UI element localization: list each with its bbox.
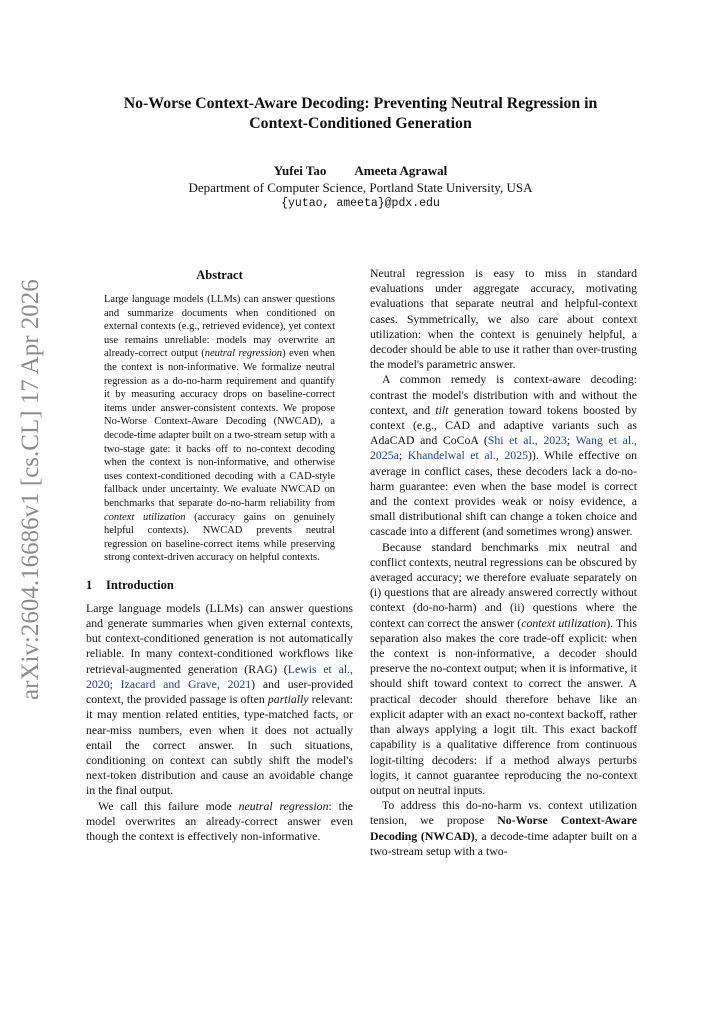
citation-link[interactable]: Khandelwal et al., 2025 <box>407 448 528 463</box>
abstract-heading: Abstract <box>196 268 243 282</box>
intro-paragraph-2: We call this failure mode neutral regression: the model overwrites an already-correct answer even though the context is effectively non-informative. <box>86 798 353 843</box>
citation-link[interactable]: Shi et al., 2023 <box>487 433 567 448</box>
author-block <box>80 163 641 213</box>
abstract-em-neutral-regression: neutral regression <box>204 348 283 360</box>
section-title: Introduction <box>106 577 174 592</box>
right-paragraph-4: To address this do-no-harm vs. context utilization tension, we propose No-Worse Context-Aware Decoding (NWCAD), a decode-time adapter built on a two-stream setup with a two- <box>370 798 638 858</box>
citation-link[interactable]: Lewis et al., 2020; Izacard and Grave, 2021 <box>86 661 354 691</box>
section-number: 1 <box>86 577 93 592</box>
abstract-text: Large language models (LLMs) can answer questions and summarize documents when conditioned on external contexts (e.g., retrieved evidence), yet context use remains unreliable: models may overwrite an already-correct output (neutral regression) even when the context is non-informative. We formalize neutral regression as a do-no-harm requirement and quantify it by measuring accuracy drops on baseline-correct items under answer-consistent contexts. We propose No-Worse Context-Aware Decoding (NWCAD), a decode-time adapter built on a two-stream setup with a two-stage gate: it backs off to no-context decoding when the context is non-informative, and otherwise uses context-conditioned decoding with a CAD-style fallback under uncertainty. We evaluate NWCAD on benchmarks that separate do-no-harm reliability from context utilization (accuracy gains on genuinely helpful contexts). NWCAD prevents neutral regression on baseline-correct items while preserving strong context-driven accuracy on helpful contexts. <box>104 294 336 564</box>
affiliation: Department of Computer Science, Portland State University, USA <box>188 179 533 195</box>
author-2: Ameeta Agrawal <box>354 163 448 178</box>
right-paragraph-3: Because standard benchmarks mix neutral and conflict contexts, neutral regressions can be obscured by averaged accuracy; we therefore evaluate separately on (i) questions that are already answered correctly without context (do-no-harm) and (ii) questions where the context can correct the answer (context utilization). This separation also makes the core trade-off explicit: when the context is non-informative, a decoder should preserve the no-context output; when it is informative, it should shift toward context to correct the answer. A practical decoder should therefore behave like an explicit adapter with an exact no-context backoff, rather than always applying a logit tilt. This exact backoff capability is a qualitative difference from continuous logit-tilting decoders: if a method always perturbs logits, it cannot guarantee reproducing the no-context output on neutral inputs. <box>370 539 637 797</box>
section-heading-introduction <box>86 578 353 593</box>
right-paragraph-2: A common remedy is context-aware decoding: contrast the model's distribution with and without the context, and tilt generation toward tokens boosted by context (e.g., CAD and adaptive variants such as AdaCAD and CoCoA (Shi et al., 2023; Wang et al., 2025a; Khandelwal et al., 2025)). While effective on average in conflict cases, these decoders lack a do-no-harm guarantee: even when the base model is correct and the context provides weak or noisy evidence, a small distributional shift can change a token choice and cascade into a different (and sometimes wrong) answer. <box>370 372 638 539</box>
author-names <box>80 163 641 180</box>
paper-title <box>80 94 641 134</box>
citation-link[interactable]: Wang et al., 2025a <box>370 433 637 463</box>
left-column <box>86 268 353 844</box>
right-paragraph-1: Neutral regression is easy to miss in standard evaluations under aggregate accuracy, motivating evaluations that separate neutral and helpful-context cases. Symmetrically, we also care about context utilization: when the context is genuinely helpful, a decoder should be able to use it rather than over-trusting the model's parametric answer. <box>370 266 637 372</box>
arxiv-stamp: arXiv:2604.16686v1 [cs.CL] 17 Apr 2026 <box>17 279 44 700</box>
right-column <box>370 266 637 859</box>
title-line-2: Context-Conditioned Generation <box>249 115 472 132</box>
author-1: Yufei Tao <box>273 163 327 178</box>
intro-paragraph-1: Large language models (LLMs) can answer questions and generate summaries when given external contexts, but context-conditioned generation is not automatically reliable. In many context-conditioned workflows like retrieval-augmented generation (RAG) (Lewis et al., 2020; Izacard and Grave, 2021) and user-provided context, the provided passage is often partially relevant: it may mention related entities, type-matched facts, or near-miss numbers, even when it does not actually entail the correct answer. In such situations, conditioning on context can subtly shift the model's next-token distribution and cause an avoidable change in the final output. <box>86 600 354 798</box>
email: {yutao, ameeta}@pdx.edu <box>281 197 440 210</box>
title-line-1: No-Worse Context-Aware Decoding: Preventing Neutral Regression in <box>123 95 598 112</box>
abstract-em-context-utilization: context utilization <box>104 511 186 523</box>
